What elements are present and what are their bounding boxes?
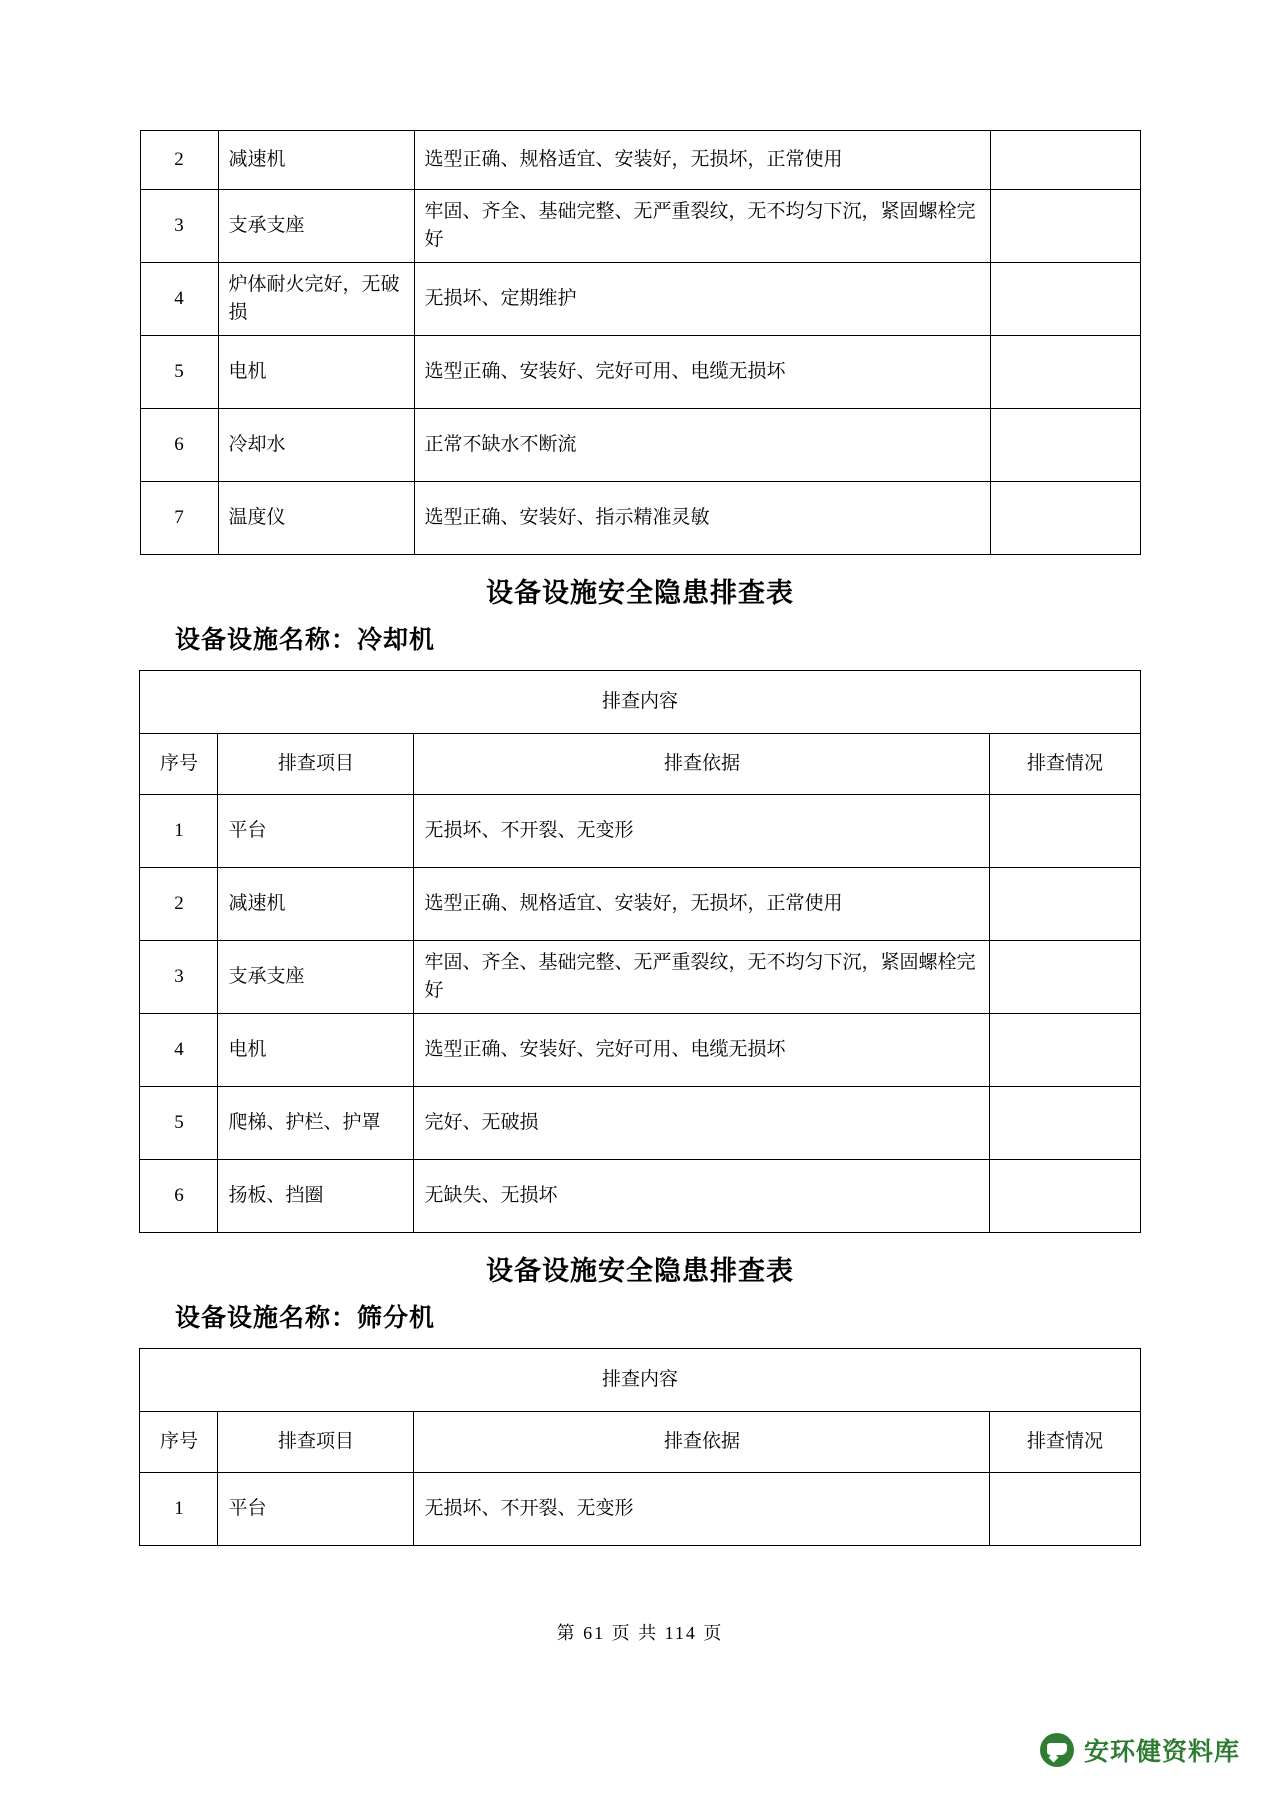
row-item: 平台 [218,1473,414,1546]
row-basis: 无缺失、无损坏 [414,1160,990,1233]
equipment-name-screen: 设备设施名称：筛分机 [175,1305,436,1332]
column-header-item: 排查项目 [218,734,414,795]
row-basis: 牢固、齐全、基础完整、无严重裂纹，无不均匀下沉，紧固螺栓完好 [414,941,990,1014]
row-basis: 选型正确、安装好、完好可用、电缆无损坏 [414,336,990,409]
row-item: 炉体耐火完好，无破损 [218,263,414,336]
table-row [140,941,1140,1014]
table-row [140,1160,1140,1233]
row-basis: 牢固、齐全、基础完整、无严重裂纹，无不均匀下沉，紧固螺栓完好 [414,190,990,263]
row-number: 5 [140,1087,218,1160]
row-result[interactable] [990,795,1140,868]
equipment-name-cooler: 设备设施名称：冷却机 [175,627,436,654]
row-basis: 选型正确、规格适宜、安装好，无损坏，正常使用 [414,868,990,941]
row-number: 4 [140,263,218,336]
table-band-header [140,671,1140,734]
table-column-header [140,734,1140,795]
wechat-leaf-icon [1040,1733,1074,1767]
table-screen [139,1348,1140,1546]
row-result[interactable] [990,482,1140,555]
row-result[interactable] [990,868,1140,941]
watermark [1040,1732,1240,1768]
band-header-label: 排查内容 [140,1349,1140,1412]
row-result[interactable] [990,409,1140,482]
table-row [140,795,1140,868]
row-basis: 正常不缺水不断流 [414,409,990,482]
page-title-screen: 设备设施安全隐患排查表 [486,1256,794,1286]
row-result[interactable] [990,941,1140,1014]
table-row [140,409,1140,482]
row-item: 减速机 [218,868,414,941]
row-result[interactable] [990,1160,1140,1233]
table-row [140,263,1140,336]
table-row [140,190,1140,263]
table-row [140,1087,1140,1160]
table-row [140,868,1140,941]
row-number: 3 [140,941,218,1014]
table-column-header [140,1412,1140,1473]
row-number: 6 [140,409,218,482]
column-header-result: 排查情况 [990,1412,1140,1473]
row-number: 2 [140,131,218,190]
row-number: 7 [140,482,218,555]
table-row [140,482,1140,555]
row-item: 冷却水 [218,409,414,482]
row-item: 电机 [218,336,414,409]
row-basis: 选型正确、安装好、完好可用、电缆无损坏 [414,1014,990,1087]
row-item: 爬梯、护栏、护罩 [218,1087,414,1160]
row-basis: 无损坏、不开裂、无变形 [414,795,990,868]
row-basis: 无损坏、不开裂、无变形 [414,1473,990,1546]
table-row [140,336,1140,409]
top-margin [55,0,1225,130]
row-basis: 选型正确、规格适宜、安装好，无损坏，正常使用 [414,131,990,190]
watermark-label: 安环健资料库 [1083,1738,1240,1766]
table-cooler [139,670,1140,1233]
table-continued [140,130,1141,555]
table-row [140,1014,1140,1087]
column-header-result: 排查情况 [990,734,1140,795]
column-header-basis: 排查依据 [414,734,990,795]
row-number: 1 [140,1473,218,1546]
row-item: 扬板、挡圈 [218,1160,414,1233]
row-result[interactable] [990,190,1140,263]
row-item: 平台 [218,795,414,868]
row-item: 支承支座 [218,190,414,263]
row-number: 5 [140,336,218,409]
row-result[interactable] [990,263,1140,336]
row-number: 6 [140,1160,218,1233]
row-number: 3 [140,190,218,263]
band-header-label: 排查内容 [140,671,1140,734]
table-row [140,131,1140,190]
row-result[interactable] [990,131,1140,190]
column-header-no: 序号 [140,1412,218,1473]
page-title-cooler: 设备设施安全隐患排查表 [486,578,794,608]
row-number: 2 [140,868,218,941]
row-item: 支承支座 [218,941,414,1014]
column-header-item: 排查项目 [218,1412,414,1473]
row-basis: 完好、无破损 [414,1087,990,1160]
row-result[interactable] [990,336,1140,409]
row-item: 温度仪 [218,482,414,555]
row-number: 1 [140,795,218,868]
column-header-basis: 排查依据 [414,1412,990,1473]
table-band-header [140,1349,1140,1412]
row-item: 电机 [218,1014,414,1087]
row-item: 减速机 [218,131,414,190]
row-number: 4 [140,1014,218,1087]
row-result[interactable] [990,1087,1140,1160]
row-basis: 选型正确、安装好、指示精准灵敏 [414,482,990,555]
row-result[interactable] [990,1014,1140,1087]
row-basis: 无损坏、定期维护 [414,263,990,336]
row-result[interactable] [990,1473,1140,1546]
column-header-no: 序号 [140,734,218,795]
table-row [140,1473,1140,1546]
page-footer: 第 61 页 共 114 页 [556,1623,724,1643]
